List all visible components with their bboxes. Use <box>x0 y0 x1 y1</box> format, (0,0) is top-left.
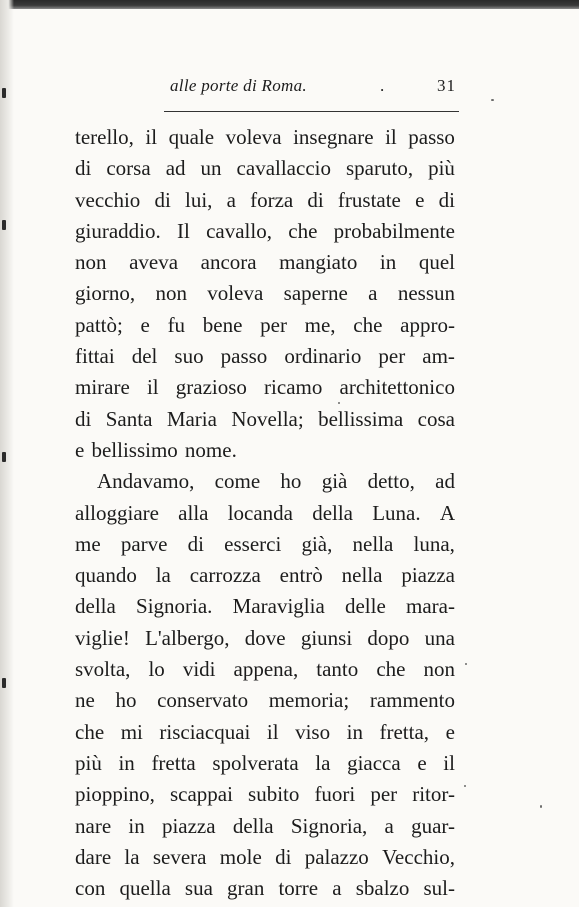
text-word: sua <box>184 876 213 901</box>
text-word: a <box>226 187 236 212</box>
text-word: Luna. <box>372 500 421 525</box>
text-line <box>75 435 455 466</box>
paper-speck <box>465 663 467 665</box>
text-word: terello, <box>75 125 134 149</box>
text-word: Vecchio, <box>382 844 455 869</box>
paper-speck <box>540 805 542 808</box>
text-word: esserci <box>224 531 282 556</box>
text-word: am- <box>422 344 455 369</box>
text-word: fretta, <box>379 719 430 744</box>
text-word: della <box>232 813 274 838</box>
text-line <box>75 591 455 622</box>
text-word: e <box>75 437 85 462</box>
text-word: in <box>346 719 363 744</box>
header-rule <box>164 111 459 112</box>
text-word: che <box>75 719 105 744</box>
text-word: appena, <box>233 657 299 682</box>
text-word: Novella; <box>231 406 304 431</box>
text-word: Il <box>177 218 190 243</box>
text-word: il <box>385 125 397 149</box>
text-line <box>75 685 455 716</box>
text-word: Santa <box>105 406 153 431</box>
text-word: A <box>439 500 455 525</box>
text-word: parve <box>120 531 168 556</box>
text-word: pioppino, <box>75 782 155 807</box>
text-word: passo <box>220 344 268 369</box>
text-word: nella <box>352 531 394 556</box>
text-word: vecchio <box>75 187 141 212</box>
text-word: non <box>423 657 455 682</box>
text-word: il <box>443 750 455 775</box>
text-word: ordinario <box>284 344 362 369</box>
text-word: sbalzo <box>355 876 410 901</box>
text-word: di <box>75 156 92 181</box>
text-word: ad <box>435 469 455 494</box>
text-word: corsa <box>106 156 151 181</box>
paper-speck <box>338 402 340 404</box>
text-line <box>75 717 455 748</box>
text-line <box>75 654 455 685</box>
text-word: fittai <box>75 344 115 369</box>
text-word: tanto <box>316 657 359 682</box>
text-word: in <box>379 250 397 275</box>
text-word: architettonico <box>339 375 455 400</box>
text-word: probabilmente <box>333 218 455 243</box>
text-line <box>75 748 455 779</box>
page-top-edge <box>0 0 579 9</box>
binding-mark <box>2 88 6 98</box>
text-word: appro- <box>400 312 455 337</box>
text-word: della <box>75 594 116 619</box>
text-word: di <box>154 187 171 212</box>
text-word: il <box>266 719 279 744</box>
text-word: bene <box>202 312 243 337</box>
text-word: Maraviglia <box>232 594 325 619</box>
text-word: mara- <box>406 594 455 619</box>
text-word: di <box>187 531 204 556</box>
text-word: fuori <box>314 782 356 807</box>
text-word: fretta <box>151 750 196 775</box>
text-word: ricamo <box>264 375 323 400</box>
text-word: per <box>260 312 287 337</box>
text-word: torre <box>278 876 319 901</box>
text-word: L'albergo, <box>145 625 230 650</box>
text-word: voleva <box>207 281 264 306</box>
text-line <box>75 153 455 184</box>
text-word: viso <box>295 719 331 744</box>
text-word: detto, <box>367 469 415 494</box>
text-line <box>75 278 455 309</box>
text-word: che <box>353 312 383 337</box>
text-line <box>75 466 455 497</box>
text-line <box>75 341 455 372</box>
text-word: mirare <box>75 375 130 400</box>
text-line <box>75 560 455 591</box>
text-word: più <box>428 156 455 181</box>
text-line <box>75 185 455 216</box>
text-word: cavallo, <box>206 218 272 243</box>
text-word: di <box>307 187 324 212</box>
text-line <box>75 216 455 247</box>
text-word: un <box>200 156 222 181</box>
text-word: guar- <box>411 813 455 838</box>
text-word: mole <box>219 844 262 869</box>
text-word: lo <box>148 657 165 682</box>
text-word: in <box>118 750 135 775</box>
text-line <box>75 811 455 842</box>
text-word: bellissimo <box>91 437 178 462</box>
text-word: di <box>75 406 92 431</box>
text-word: passo <box>408 125 455 149</box>
page-number: 31 <box>437 76 456 95</box>
text-word: e <box>445 719 455 744</box>
text-word: e <box>417 750 427 775</box>
text-word: quel <box>418 250 455 275</box>
text-word: risciacquai <box>159 719 251 744</box>
text-word: memoria; <box>268 688 350 713</box>
text-word: che <box>376 657 406 682</box>
text-word: giunsi <box>300 625 353 650</box>
text-word: suo <box>174 344 204 369</box>
text-word: Signoria. <box>136 594 213 619</box>
paper-speck <box>491 99 494 101</box>
text-word: nome. <box>184 437 237 462</box>
running-head <box>170 76 460 102</box>
binding-mark <box>2 452 6 462</box>
text-word: una <box>424 625 455 650</box>
text-word: scappai <box>169 782 233 807</box>
text-word: a <box>368 281 378 306</box>
text-word: dare <box>75 844 112 869</box>
text-word: me <box>75 531 101 556</box>
text-word: mi <box>120 719 143 744</box>
text-word: forza <box>250 187 294 212</box>
text-word: mangiato <box>279 250 358 275</box>
text-word: dopo <box>367 625 410 650</box>
text-line <box>75 842 455 873</box>
text-word: lui, <box>184 187 213 212</box>
text-line <box>75 372 455 403</box>
binding-mark <box>2 220 6 230</box>
text-word: ad <box>165 156 186 181</box>
text-word: pattò; <box>75 312 123 337</box>
text-word: bellissima <box>318 406 404 431</box>
text-word: cosa <box>417 406 455 431</box>
text-word: Signoria, <box>290 813 368 838</box>
text-word: a <box>332 876 342 901</box>
text-line <box>75 310 455 341</box>
text-word: piazza <box>161 813 216 838</box>
text-word: non <box>75 250 107 275</box>
text-word: per <box>370 782 398 807</box>
running-head-dot: . <box>380 76 385 95</box>
text-word: giacca <box>347 750 401 775</box>
text-word: quale <box>168 125 215 149</box>
text-word: piazza <box>401 563 455 588</box>
text-word: a <box>384 813 394 838</box>
text-word: per <box>378 344 406 369</box>
text-word: giuraddio. <box>75 218 161 243</box>
text-word: ritor- <box>412 782 455 807</box>
text-line <box>75 122 455 153</box>
running-title: alle porte di Roma. <box>170 76 307 95</box>
text-word: con <box>75 876 106 901</box>
text-word: come <box>214 469 261 494</box>
text-line <box>75 529 455 560</box>
text-word: delle <box>344 594 386 619</box>
text-word: la <box>124 844 140 869</box>
text-word: già, <box>301 531 333 556</box>
text-word: fu <box>167 312 186 337</box>
text-word: cavallaccio <box>236 156 331 181</box>
text-word: conservato <box>157 688 249 713</box>
text-word: insegnare <box>293 125 374 149</box>
text-word: più <box>75 750 102 775</box>
text-word: frustate <box>337 187 401 212</box>
text-word: voleva <box>225 125 282 149</box>
text-word: e <box>415 187 425 212</box>
text-word: di <box>438 187 455 212</box>
text-word: nella <box>341 563 383 588</box>
text-word: grazioso <box>175 375 247 400</box>
text-word: che <box>288 218 318 243</box>
text-word: spolverata <box>212 750 299 775</box>
text-word: luna, <box>413 531 455 556</box>
text-word: e <box>140 312 150 337</box>
text-word: in <box>128 813 145 838</box>
text-word: viglie! <box>75 625 130 650</box>
text-word: ho <box>115 688 137 713</box>
text-word: Andavamo, <box>97 469 195 494</box>
text-line <box>75 247 455 278</box>
text-word: aveva <box>129 250 179 275</box>
text-word: di <box>275 844 292 869</box>
text-word: severa <box>152 844 207 869</box>
paper-speck <box>464 785 466 787</box>
text-word: me, <box>304 312 336 337</box>
text-line <box>75 623 455 654</box>
binding-mark <box>2 678 6 688</box>
text-word: la <box>155 563 171 588</box>
text-word: vidi <box>182 657 216 682</box>
text-word: locanda <box>227 500 293 525</box>
text-word: non <box>155 281 187 306</box>
text-word: sul- <box>423 876 455 901</box>
text-word: il <box>146 375 159 400</box>
text-word: della <box>312 500 353 525</box>
text-word: sparuto, <box>346 156 414 181</box>
text-word: carrozza <box>189 563 261 588</box>
text-word: quella <box>119 876 171 901</box>
text-word: dove <box>244 625 286 650</box>
text-line <box>75 779 455 810</box>
text-word: quando <box>75 563 137 588</box>
text-word: rammento <box>369 688 455 713</box>
text-word: ho <box>280 469 302 494</box>
text-word: svolta, <box>75 657 131 682</box>
text-line <box>75 404 455 435</box>
text-word: Maria <box>166 406 217 431</box>
text-word: alloggiare <box>75 500 159 525</box>
text-word: alla <box>178 500 209 525</box>
text-word: il <box>145 125 158 149</box>
text-word: giorno, <box>75 281 136 306</box>
text-word: ancora <box>200 250 257 275</box>
text-word: del <box>131 344 158 369</box>
text-word: ne <box>75 688 95 713</box>
text-line <box>75 498 455 529</box>
text-word: nare <box>75 813 112 838</box>
text-word: palazzo <box>304 844 369 869</box>
text-word: gran <box>227 876 265 901</box>
text-line <box>75 873 455 904</box>
body-text <box>75 122 455 904</box>
text-word: subito <box>248 782 300 807</box>
text-word: la <box>315 750 331 775</box>
text-word: nessun <box>397 281 455 306</box>
text-word: già <box>321 469 348 494</box>
text-word: saperne <box>283 281 348 306</box>
text-word: entrò <box>279 563 323 588</box>
